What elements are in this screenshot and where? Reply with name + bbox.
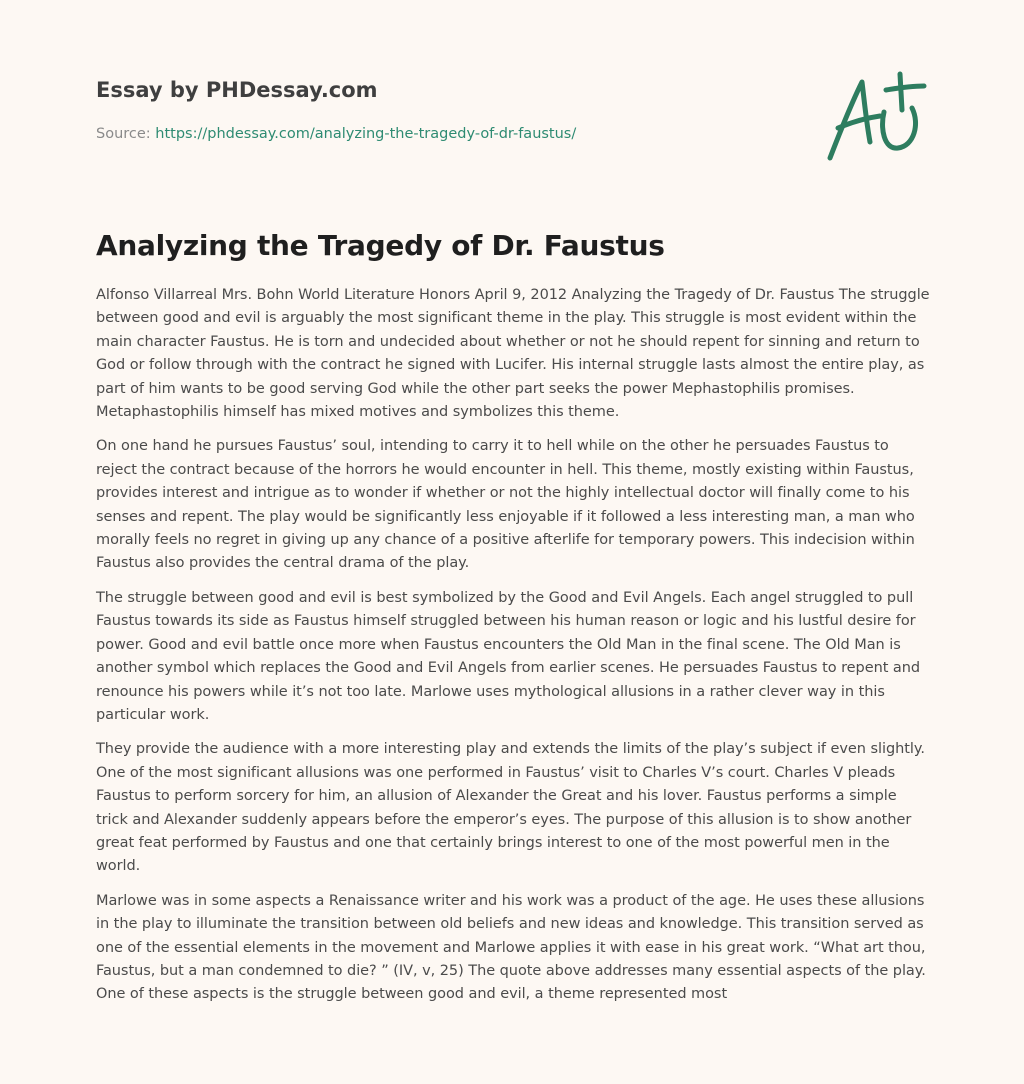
essay-title: Analyzing the Tragedy of Dr. Faustus xyxy=(96,229,665,262)
source-line xyxy=(96,124,796,144)
paragraph: They provide the audience with a more interesting play and extends the limits of the play’s subject if even slightly. One of the most significant allusions was one performed in Faustus’ visit to Charles V’s court. Charles V pleads Faustus to perform sorcery for him, an allusion of Alexander the Great and his lover. Faustus performs a simple trick and Alexander suddenly appears before the emperor’s eyes. The purpose of this allusion is to show another great feat performed by Faustus and one that certainly brings interest to one of the most powerful men in the world. xyxy=(96,741,925,875)
a-plus-logo-icon xyxy=(818,66,930,166)
paragraph: Alfonso Villarreal Mrs. Bohn World Literature Honors April 9, 2012 Analyzing the Tragedy of Dr. Faustus The struggle between good and evil is arguably the most significant theme in the play. This struggle is most evident within the main character Faustus. He is torn and undecided about whether or not he should repent for sinning and return to God or follow through with the contract he signed with Lucifer. His internal struggle lasts almost the entire play, as part of him wants to be good serving God while the other part seeks the power Mephastophilis promises. Metaphastophilis himself has mixed motives and symbolizes this theme. xyxy=(96,287,930,421)
essay-body xyxy=(96,284,932,1018)
document-header xyxy=(96,74,796,144)
source-link[interactable]: https://phdessay.com/analyzing-the-tragedy-of-dr-faustus/ xyxy=(155,126,577,142)
paragraph: Marlowe was in some aspects a Renaissance writer and his work was a product of the age. He uses these allusions in the play to illuminate the transition between old beliefs and new ideas and knowledge. This transition served as one of the essential elements in the movement and Marlowe applies it with ease in his great work. “What art thou, Faustus, but a man condemned to die? ” (IV, v, 25) The quote above addresses many essential aspects of the play. One of these aspects is the struggle between good and evil, a theme represented most xyxy=(96,892,926,1003)
paragraph: The struggle between good and evil is best symbolized by the Good and Evil Angels. Each angel struggled to pull Faustus towards its side as Faustus himself struggled between his human reason or logic and his lustful desire for power. Good and evil battle once more when Faustus encounters the Old Man in the final scene. The Old Man is another symbol which replaces the Good and Evil Angels from earlier scenes. He persuades Faustus to repent and renounce his powers while it’s not too late. Marlowe uses mythological allusions in a rather clever way in this particular work. xyxy=(96,589,921,723)
source-label: Source: xyxy=(96,126,151,142)
paragraph: On one hand he pursues Faustus’ soul, intending to carry it to hell while on the other he persuades Faustus to reject the contract because of the horrors he would encounter in hell. This theme, mostly existing within Faustus, provides interest and intrigue as to wonder if whether or not the highly intellectual doctor will finally come to his senses and repent. The play would be significantly less enjoyable if it followed a less interesting man, a man who morally feels no regret in giving up any chance of a positive afterlife for temporary powers. This indecision within Faustus also provides the central drama of the play. xyxy=(96,438,915,572)
brand-title: Essay by PHDessay.com xyxy=(96,78,378,102)
